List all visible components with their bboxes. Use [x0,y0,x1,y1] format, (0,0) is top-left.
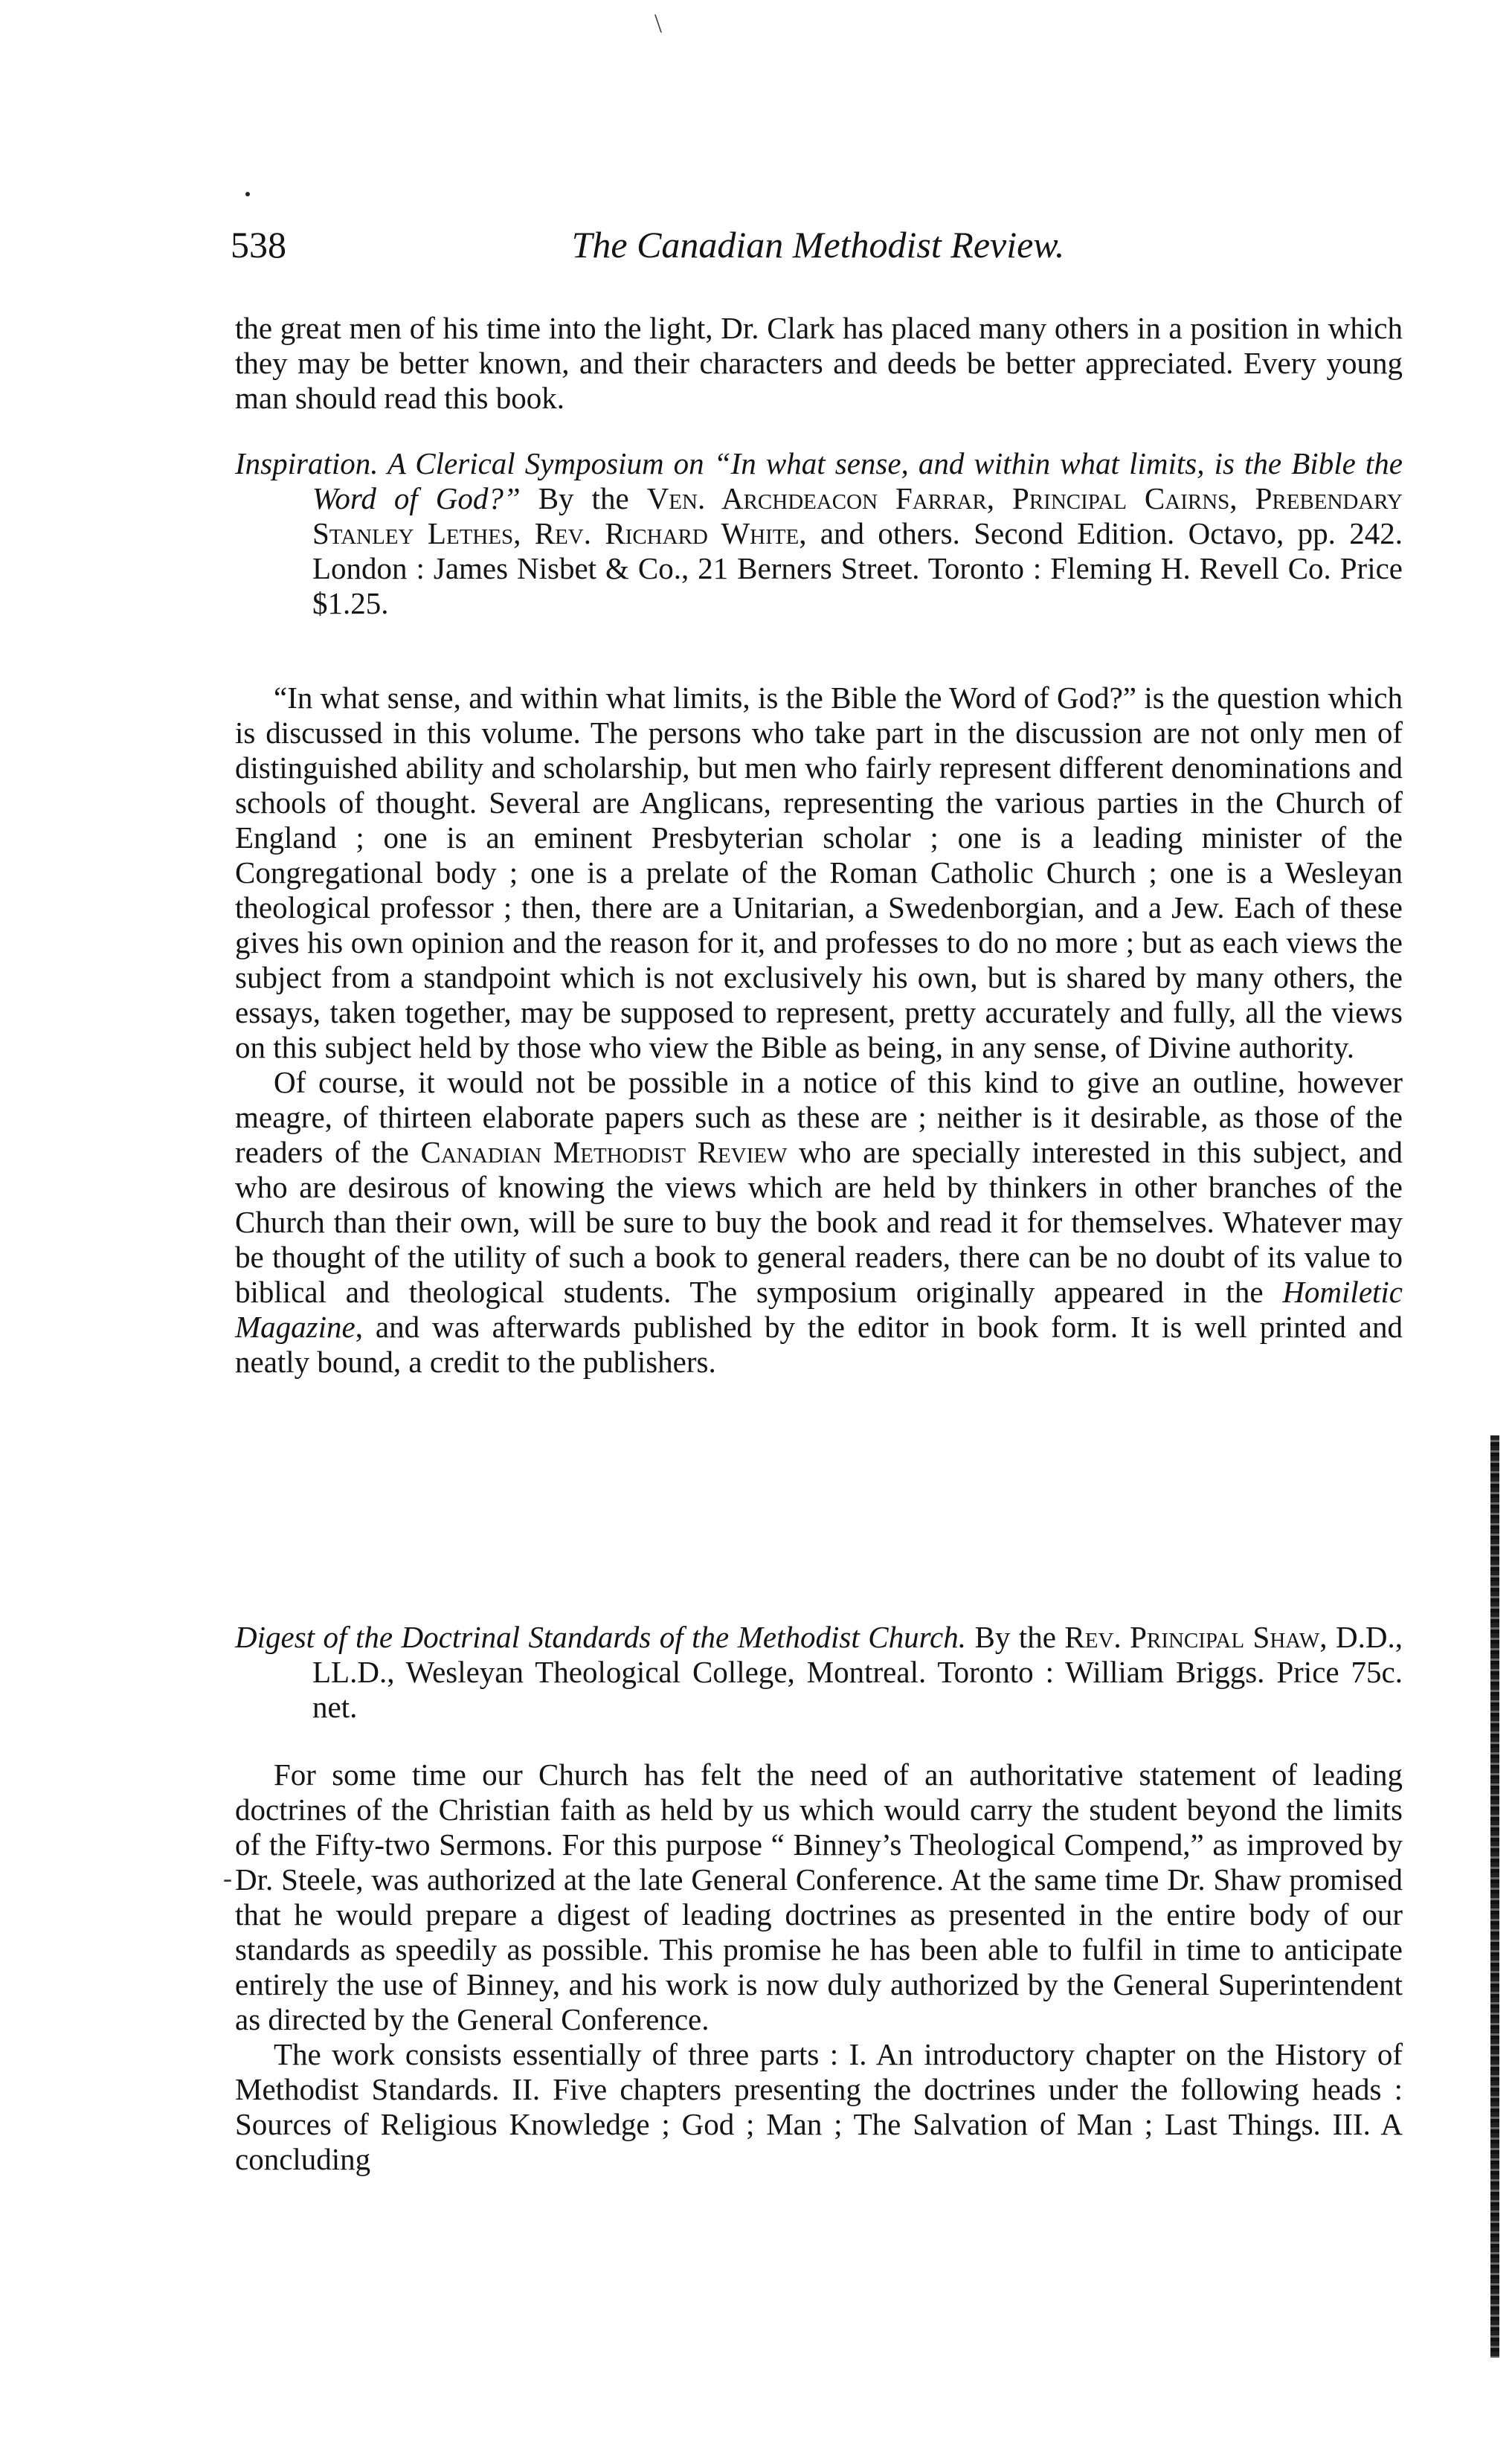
margin-mark: - [223,1863,232,1893]
page-header [231,223,1406,283]
intro-paragraph: the great men of his time into the light, Dr. Clark has placed many others in a position in which they may be better known, and their characters and deeds be better appreciated. Every young man should read this book. [235,311,1403,415]
by-text: By the [965,1620,1065,1654]
book-citation [235,1620,1403,1725]
review-digest [235,1757,1403,2177]
review-text: Of course, it would not be possible in a notice of this kind to give an outline, however meagre, of thirteen elaborate papers such as these are ; neither is it desirable, as those of the readers of the [235,1065,1403,1169]
running-title: The Canadian Methodist Review. [571,224,1065,266]
binding-edge [1490,1435,1499,2358]
review-paragraph [235,1065,1403,1380]
review-text: who are specially interested in this subject, and who are desirous of knowing the views which are held by thinkers in other branches of the Church than their own, will be sure to buy the book and read it for themselves. Whatever may be thought of the utility of such a book to general readers, there can be no doubt of its value to biblical and theological students. The symposium originally appeared in the [235,1135,1403,1309]
book-authors: Ven. Archdeacon Farrar, Principal Cairns, Prebendary Stanley Lethes, Rev. Richard White, [312,481,1403,550]
book-entry-digest [235,1620,1403,1725]
review-text-smallcaps: Canadian Methodist Review [420,1135,788,1169]
book-authors: Rev. Principal Shaw, D.D., LL.D., [312,1620,1403,1689]
publication-details: Wesleyan Theological College, Montreal. Toronto : William Briggs. Price 75c. net. [312,1655,1403,1724]
page-number: 538 [231,224,286,266]
review-paragraph: The work consists essentially of three parts : I. An introductory chapter on the History of Methodist Standards. II. Five chapters presenting the doctrines under the following heads : Sources of Religious Knowledge ; God ; Man ; The Salvation of Man ; Last Things. III. A concluding [235,2037,1403,2176]
review-inspiration [235,681,1403,1380]
publication-details: and others. Second Edition. Octavo, pp. 242. London : James Nisbet & Co., 21 Berners Street. Toronto : Fleming H. Revell Co. Price $1.25. [312,516,1403,620]
book-entry-inspiration [235,446,1403,621]
intro-block [235,311,1403,416]
review-paragraph: “In what sense, and within what limits, is the Bible the Word of God?” is the question which is discussed in this volume. The persons who take part in the discussion are not only men of distinguished ability and scholarship, but men who fairly represent different denominations and schools of thought. Several are Anglicans, representing the various parties in the Church of England ; one is an eminent Presbyterian scholar ; one is a leading minister of the Congregational body ; one is a prelate of the Roman Catholic Church ; one is a Wesleyan theological professor ; then, there are a Unitarian, a Swedenborgian, and a Jew. Each of these gives his own opinion and the reason for it, and professes to do no more ; but as each views the subject from a standpoint which is not exclusively his own, but is shared by many others, the essays, taken together, may be supposed to represent, pretty accurately and fully, all the views on this subject held by those who view the Bible as being, in any sense, of Divine authority. [235,681,1403,1064]
review-text: , and was afterwards published by the editor in book form. It is well printed and neatly bound, a credit to the publishers. [235,1310,1403,1379]
book-title: Digest of the Doctrinal Standards of the Methodist Church. [235,1620,966,1654]
book-citation [235,446,1403,621]
review-text-italic: Homiletic Magazine [235,1275,1403,1344]
by-text: By the [520,481,647,515]
scan-mark: \ [654,8,663,38]
scan-dot [245,192,250,196]
book-title: Inspiration. A Clerical Symposium on “In what sense, and within what limits, is the Bible the Word of God?” [235,446,1403,515]
review-paragraph: For some time our Church has felt the need of an authoritative statement of leading doctrines of the Christian faith as held by us which would carry the student beyond the limits of the Fifty-two Sermons. For this purpose “ Binney’s Theological Compend,” as improved by Dr. Steele, was authorized at the late General Conference. At the same time Dr. Shaw promised that he would prepare a digest of leading doctrines as presented in the entire body of our standards as speedily as possible. This promise he has been able to fulfil in time to anticipate entirely the use of Binney, and his work is now duly authorized by the General Superintendent as directed by the General Conference. [235,1757,1403,2036]
